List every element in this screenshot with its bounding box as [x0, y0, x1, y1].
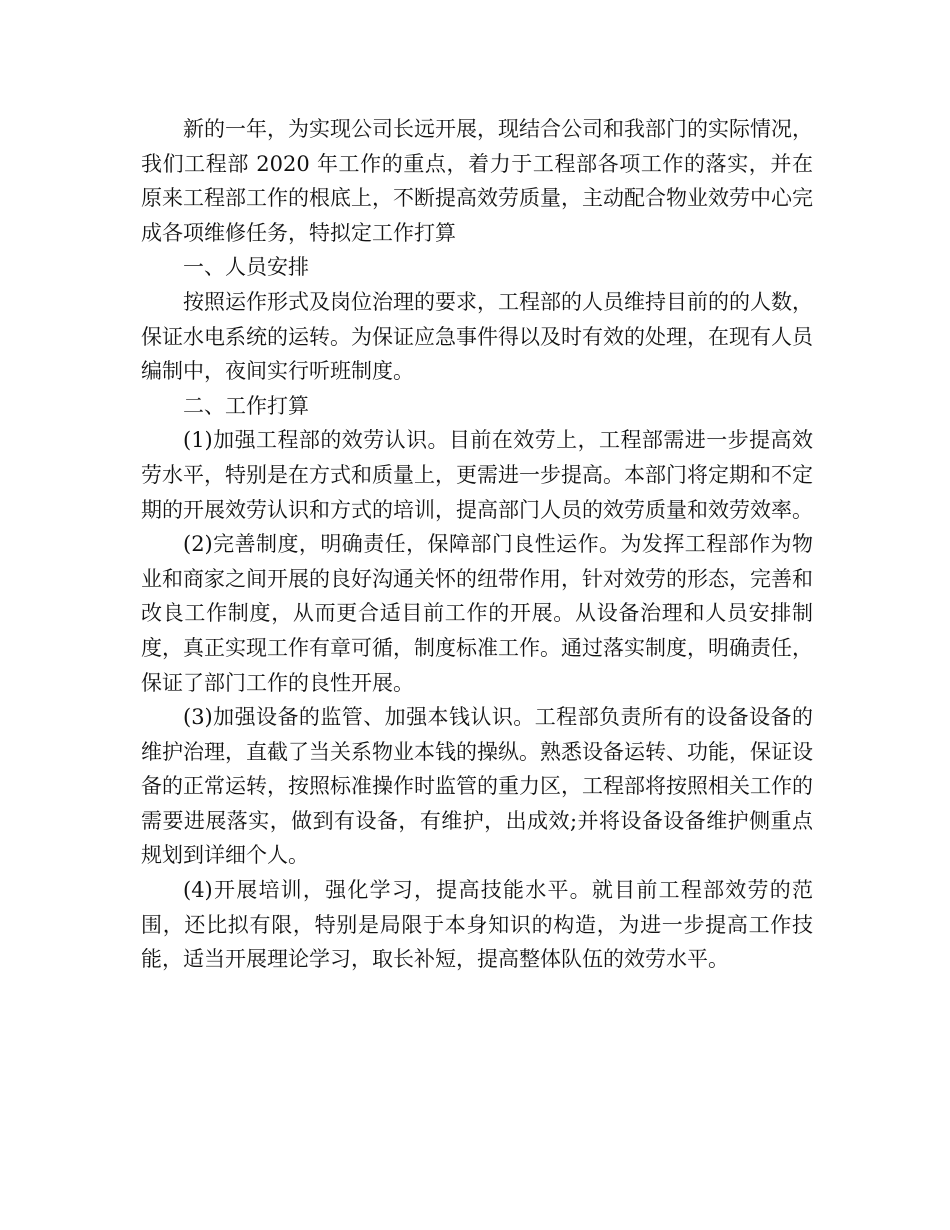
section-heading-work-plan: 二、工作打算 — [183, 393, 309, 418]
staffing-paragraph: 按照运作形式及岗位治理的要求，工程部的人员维持目前的的人数，保证水电系统的运转。为保证应急事件得以及时有效的处理，在现有人员编制中，夜间实行听班制度。 — [141, 289, 813, 384]
plan-item-3: (3)加强设备的监管、加强本钱认识。工程部负责所有的设备设备的维护治理，直截了当关系物业本钱的操纵。熟悉设备运转、功能，保证设备的正常运转，按照标准操作时监管的重力区，工程部将按照相关工作的需要进展落实，做到有设备，有维护，出成效;并将设备设备维护侧重点规划到详细个人。 — [141, 705, 813, 868]
plan-item-4: (4)开展培训，强化学习，提高技能水平。就目前工程部效劳的范围，还比拟有限，特别是局限于本身知识的构造，为进一步提高工作技能，适当开展理论学习，取长补短，提高整体队伍的效劳水平。 — [141, 878, 813, 972]
intro-paragraph: 新的一年，为实现公司长远开展，现结合公司和我部门的实际情况，我们工程部 2020 年工作的重点，着力于工程部各项工作的落实，并在原来工程部工作的根底上，不断提高效劳质量，主动配合物业效劳中心完成各项维修任务，特拟定工作打算 — [141, 117, 813, 245]
plan-item-1: (1)加强工程部的效劳认识。目前在效劳上，工程部需进一步提高效劳水平，特别是在方式和质量上，更需进一步提高。本部门将定期和不定期的开展效劳认识和方式的培训，提高部门人员的效劳质量和效劳效率。 — [141, 428, 813, 522]
section-heading-staffing: 一、人员安排 — [183, 255, 309, 280]
document-body — [141, 112, 813, 977]
plan-item-2: (2)完善制度，明确责任，保障部门良性运作。为发挥工程部作为物业和商家之间开展的良好沟通关怀的纽带作用，针对效劳的形态，完善和改良工作制度，从而更合适目前工作的开展。从设备治理和人员安排制度，真正实现工作有章可循，制度标准工作。通过落实制度，明确责任，保证了部门工作的良性开展。 — [141, 532, 813, 695]
